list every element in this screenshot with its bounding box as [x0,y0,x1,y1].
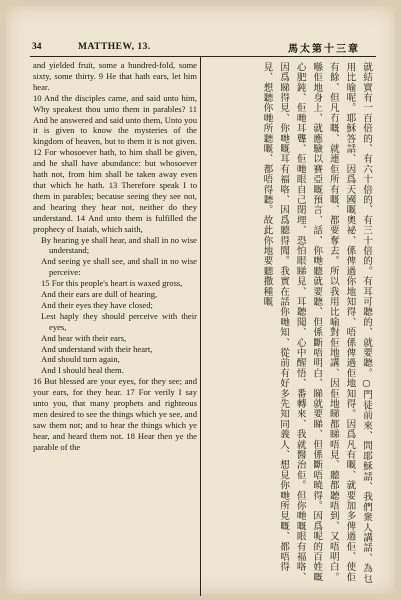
quote-line: And their ears are dull of hearing, [41,289,158,300]
quote-line: And should turn again, [41,354,120,365]
english-paragraph-3: 16 But blessed are your eyes, for they see; and your ears, for they hear. 17 For verily I say unto you, that many prophets and righteous men desired to see the things which ye see, and saw them not; and to hear the things which ye hear, and heard them not. 18 Hear then ye the parable of the [33,376,197,452]
english-paragraph-1: and yielded fruit, some a hundred-fold, some sixty, some thirty. 9 He that hath ears, let him hear. [33,60,197,92]
english-paragraph-2: 10 And the disciples came, and said unto him, Why speakest thou unto them in parables? 11 And he answered and said unto them, Unto you it is given to know the mysteries of the kingdom of heaven, but to them it is not given. 12 For whosoever hath, to him shall be given, and he shall have abundance: but whosoever hath not, from him shall be taken away even that which he hath. 13 Therefore speak I to them in parables; because seeing they see not, and hearing they hear not, neither do they understand. 14 And unto them is fulfilled the prophecy of Isaiah, which saith, [33,92,197,234]
isaiah-quote [33,235,197,377]
chinese-column: 就結實有一百倍的、有六十倍的、有三十倍的。有耳可聽的、就要聽。○門徒前來、問耶穌話、我們衆人講話、為乜用比喻呢。耶穌答話、因爲天國嘅奧祕、係俾過你地知得、唔係俾過佢地知得。因爲凡有嘅、就要加多俾過佢、使佢有餘、但凡冇嘅、就連佢所有嘅、都要奪去。所以我用比喻對佢地講、因佢地睇都睇唔見、聽都聽唔到、又唔明白。喺佢地身上、就應驗以賽亞嘅預言、話、你哋聽就要聽、但係斷唔明白、睇就要睇、但係斷唔曉得。因爲呢的百姓嘅心肥鈍、佢哋耳聾、佢哋眼自己閉埋、恐怕眼睇見、耳聽聞、心中醒悟、番轉來、我就醫治佢。但你哋嘅眼有福咯、因爲睇得見、你哋嘅耳有福咯、因爲聽得聞。我實在話你哋知、從前有好多先知同義人、想見你哋所見嘅、都唔得見、想聽你哋所聽嘅、都唔得聽。故此你地要聽撒種嘅 [261,62,372,584]
book-page [6,6,395,594]
quote-line: And I should heal them. [41,365,124,376]
book-chapter-heading: MATTHEW, 13. [78,42,151,52]
quote-line: 15 For this people's heart is waxed gross, [41,278,183,289]
header-rule [30,56,376,57]
page-number: 34 [32,42,42,52]
quote-line: And understand with their heart, [41,343,153,354]
quote-line: And hear with their ears, [41,332,127,343]
quote-line: And seeing ye shall see, and shall in no wise perceive: [41,256,197,278]
quote-line: Lest haply they should perceive with their eyes, [41,310,197,332]
english-column [33,60,197,592]
column-divider [200,56,201,596]
quote-line: And their eyes they have closed; [41,299,153,310]
chinese-chapter-heading: 馬太第十三章 [288,44,360,55]
page-header [30,40,376,56]
quote-line: By hearing ye shall hear, and shall in no wise understand; [41,234,197,256]
